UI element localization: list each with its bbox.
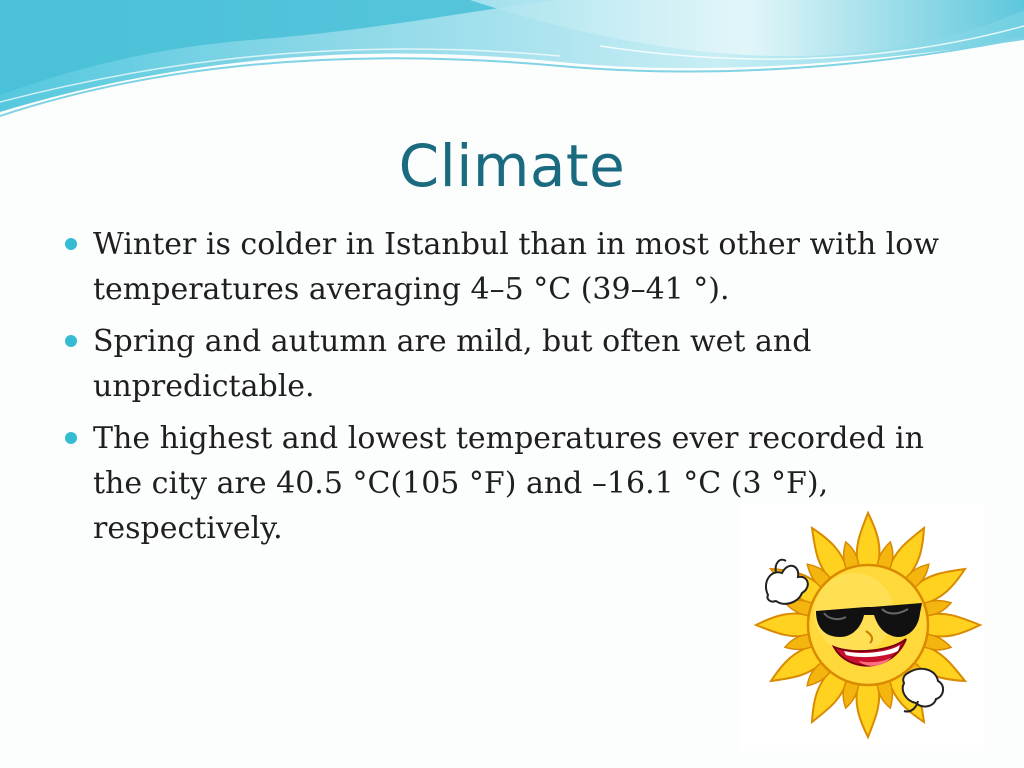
bullet-dot-icon	[65, 432, 77, 444]
bullet-text: The highest and lowest temperatures ever recorded in the city are 40.5 °C(105 °F) and –16.1 °C (3 °F), respectively.	[93, 421, 924, 546]
bullet-dot-icon	[65, 238, 77, 250]
bullet-text: Winter is colder in Istanbul than in most other with low temperatures averaging 4–5 °C (39–41 °).	[93, 227, 940, 307]
slide-title: Climate	[398, 132, 626, 200]
header-wave-decoration	[0, 0, 1024, 130]
bullet-text: Spring and autumn are mild, but often wet and unpredictable.	[93, 324, 812, 404]
bullet-dot-icon	[65, 335, 77, 347]
bullet-item-winter	[62, 222, 962, 312]
bullet-item-spring-autumn	[62, 319, 962, 409]
cartoon-sun-with-sunglasses-icon	[740, 503, 985, 751]
